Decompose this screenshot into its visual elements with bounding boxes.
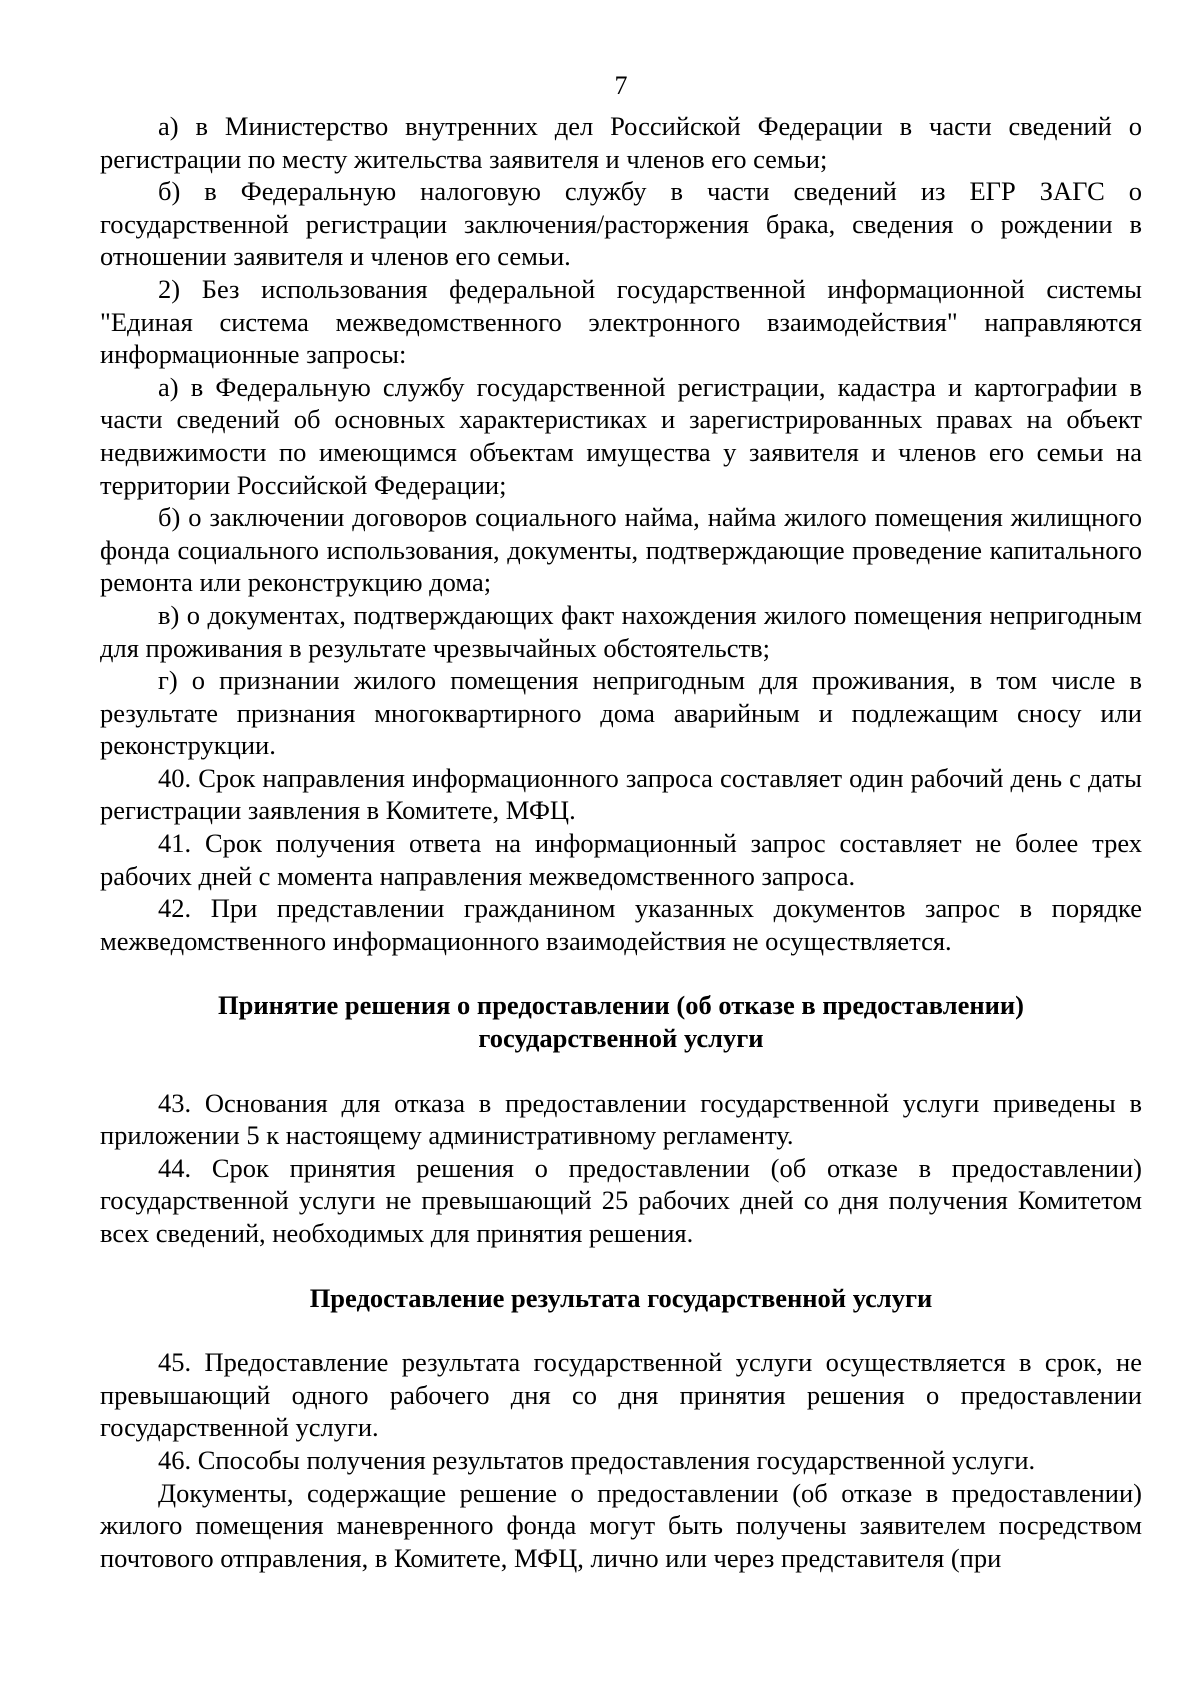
paragraph: 40. Срок направления информационного запроса составляет один рабочий день с даты регистрации заявления в Комитете, МФЦ. [100, 762, 1142, 826]
paragraph: 2) Без использования федеральной государственной информационной системы "Единая система межведомственного электронного взаимодействия" направляются информационные запросы: [100, 273, 1142, 370]
section-heading-result [100, 1282, 1142, 1315]
paragraph: а) в Министерство внутренних дел Российской Федерации в части сведений о регистрации по месту жительства заявителя и членов его семьи; [100, 111, 1142, 174]
paragraph: 42. При представлении гражданином указанных документов запрос в порядке межведомственного информационного взаимодействия не осуществляется. [100, 893, 1142, 956]
paragraph: 45. Предоставление результата государственной услуги осуществляется в срок, не превышающий одного рабочего дня со дня принятия решения о предоставлении государственной услуги. [100, 1347, 1142, 1443]
paragraph: 41. Срок получения ответа на информационный запрос составляет не более трех рабочих дней с момента направления межведомственного запроса. [100, 828, 1142, 891]
section-heading-line: Принятие решения о предоставлении (об отказе в предоставлении) [218, 990, 1024, 1021]
paragraph: 43. Основания для отказа в предоставлении государственной услуги приведены в приложении 5 к настоящему административному регламенту. [100, 1087, 1142, 1151]
paragraph: г) о признании жилого помещения непригодным для проживания, в том числе в результате признания многоквартирного дома аварийным и подлежащим сносу или реконструкции. [100, 665, 1142, 761]
section-heading-line: Предоставление результата государственной услуги [309, 1282, 933, 1313]
paragraph: б) в Федеральную налоговую службу в части сведений из ЕГР ЗАГС о государственной регистрации заключения/расторжения брака, сведения о рождении в отношении заявителя и членов его семьи. [100, 176, 1142, 272]
paragraph: 44. Срок принятия решения о предоставлении (об отказе в предоставлении) государственной услуги не превышающий 25 рабочих дней со дня получения Комитетом всех сведений, необходимых для принятия решения. [100, 1152, 1142, 1248]
paragraph: а) в Федеральную службу государственной регистрации, кадастра и картографии в части сведений об основных характеристиках и зарегистрированных правах на объект недвижимости по имеющимся объектам имущества у заявителя и членов его семьи на территории Российской Федерации; [100, 371, 1142, 500]
paragraph: Документы, содержащие решение о предоставлении (об отказе в предоставлении) жилого помещения маневренного фонда могут быть получены заявителем посредством почтового отправления, в Комитете, МФЦ, лично или через представителя (при [100, 1477, 1142, 1573]
page-number: 7 [614, 71, 628, 100]
section-heading-decision [100, 989, 1142, 1054]
section-heading-line: государственной услуги [478, 1023, 764, 1054]
paragraph: б) о заключении договоров социального найма, найма жилого помещения жилищного фонда социального использования, документы, подтверждающие проведение капитального ремонта или реконструкцию дома; [100, 502, 1142, 598]
paragraph: 46. Способы получения результатов предоставления государственной услуги. [158, 1444, 1036, 1475]
document-body [100, 110, 1142, 1574]
paragraph: в) о документах, подтверждающих факт нахождения жилого помещения непригодным для проживания в результате чрезвычайных обстоятельств; [100, 599, 1142, 663]
